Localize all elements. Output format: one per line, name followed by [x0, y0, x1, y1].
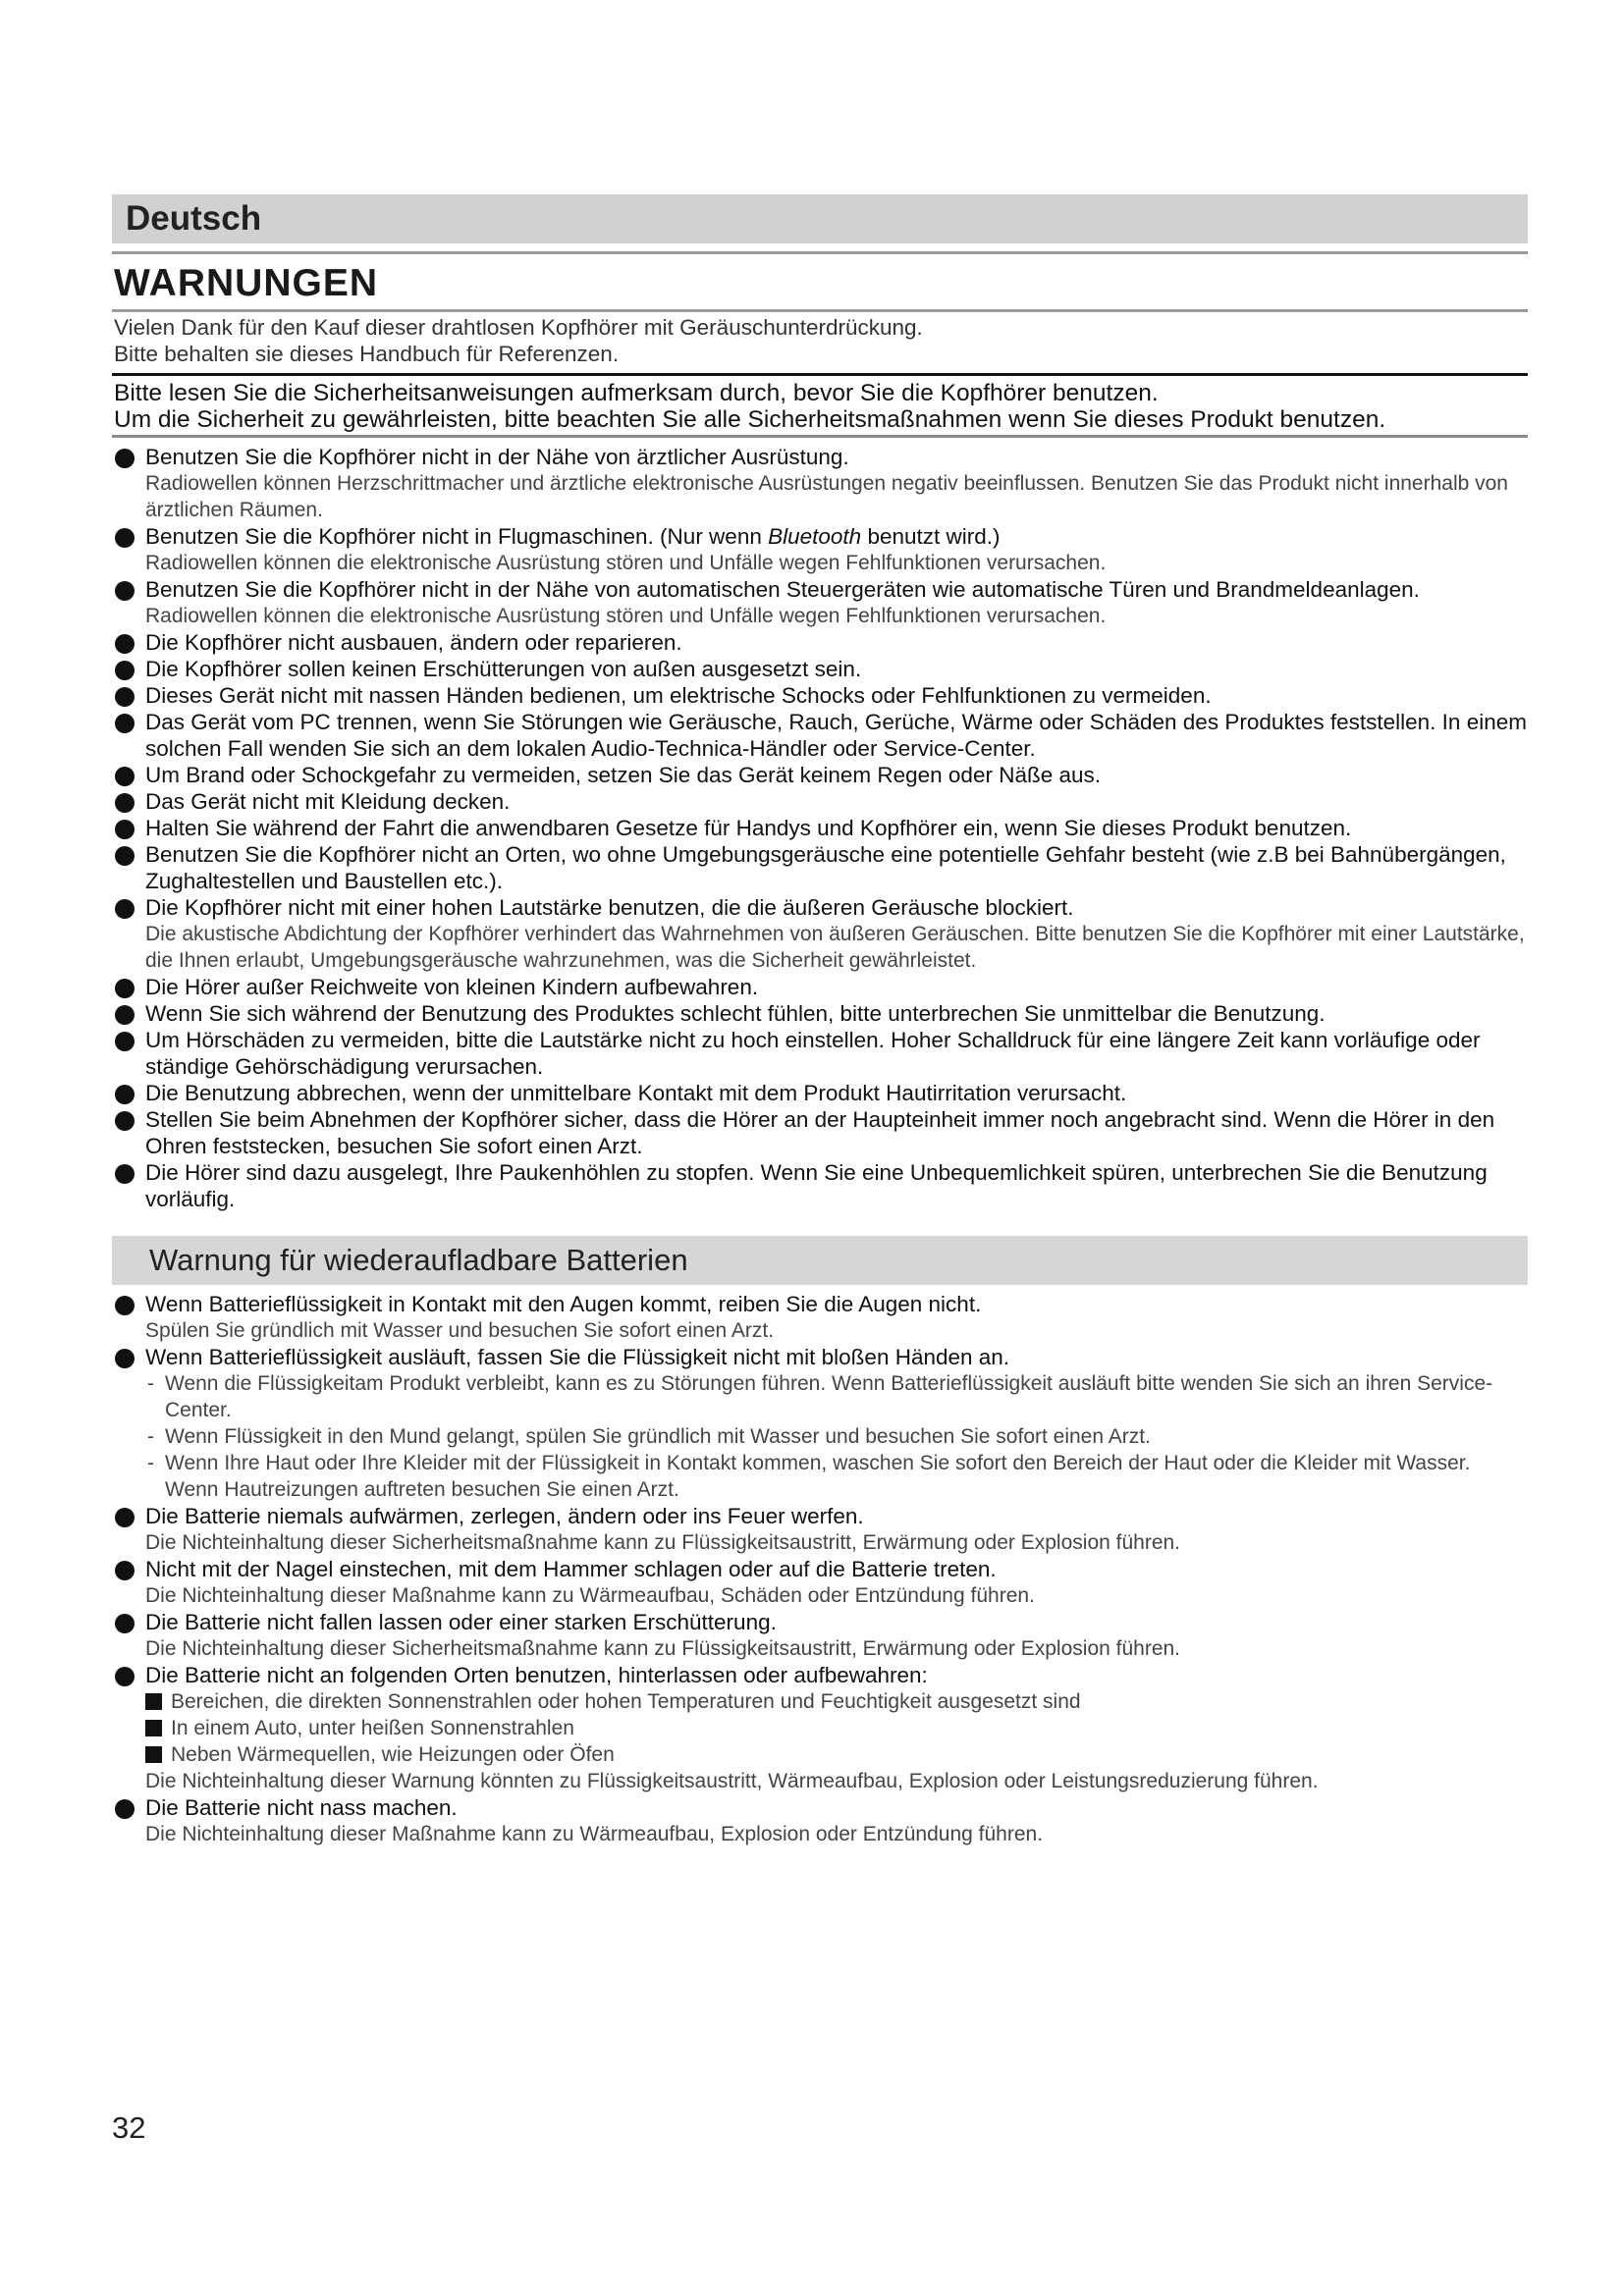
bullet-icon: [115, 1032, 135, 1051]
dash-item: [145, 1370, 1528, 1423]
list-item: [112, 576, 1528, 629]
item-detail: Die Nichteinhaltung dieser Maßnahme kann zu Wärmeaufbau, Explosion oder Entzündung führen.: [145, 1823, 1044, 1845]
list-item: [112, 841, 1528, 894]
square-item: [145, 1688, 1528, 1715]
item-detail: Neben Wärmequellen, wie Heizungen oder Öfen: [171, 1743, 615, 1766]
bullet-icon: [115, 1667, 135, 1686]
list-item: [112, 1344, 1528, 1503]
item-heading: Die Kopfhörer nicht ausbauen, ändern oder reparieren.: [145, 630, 682, 655]
item-heading: Das Gerät nicht mit Kleidung decken.: [145, 789, 511, 814]
divider: [112, 251, 1528, 254]
list-item: [112, 656, 1528, 682]
bullet-icon: [115, 1349, 135, 1368]
item-detail: Wenn Hautreizungen auftreten besuchen Sie einen Arzt.: [165, 1478, 679, 1501]
item-heading: Die Batterie nicht nass machen.: [145, 1795, 458, 1820]
list-item: [112, 1609, 1528, 1662]
bullet-icon: [115, 767, 135, 786]
item-heading: Um Hörschäden zu vermeiden, bitte die Lautstärke nicht zu hoch einstellen. Hoher Schalldruck für eine längere Zeit kann vorläufige oder ständige Gehörschädigung verursachen.: [145, 1028, 1481, 1079]
safety-notice: [112, 380, 1528, 433]
divider: [112, 373, 1528, 376]
dash-icon: -: [147, 1452, 154, 1474]
item-detail: Die Nichteinhaltung dieser Sicherheitsmaßnahme kann zu Flüssigkeitsaustritt, Erwärmung oder Explosion führen.: [145, 1531, 1181, 1554]
bullet-icon: [115, 581, 135, 601]
bullet-icon: [115, 899, 135, 919]
item-heading: Wenn Batterieflüssigkeit ausläuft, fassen Sie die Flüssigkeit nicht mit bloßen Händen an.: [145, 1345, 1010, 1369]
item-heading: Benutzen Sie die Kopfhörer nicht in Flugmaschinen. (Nur wenn Bluetooth benutzt wird.): [145, 524, 1001, 549]
item-heading: Wenn Batterieflüssigkeit in Kontakt mit den Augen kommt, reiben Sie die Augen nicht.: [145, 1292, 982, 1316]
list-item: [112, 629, 1528, 656]
item-detail: Die Nichteinhaltung dieser Sicherheitsmaßnahme kann zu Flüssigkeitsaustritt, Erwärmung oder Explosion führen.: [145, 1637, 1181, 1660]
battery-section-title: Warnung für wiederaufladbare Batterien: [149, 1243, 688, 1277]
item-detail: Bereichen, die direkten Sonnenstrahlen oder hohen Temperaturen und Feuchtigkeit ausgesetzt sind: [171, 1690, 1081, 1713]
list-item: [112, 1027, 1528, 1080]
square-bullet-icon: [145, 1720, 162, 1736]
item-heading: Benutzen Sie die Kopfhörer nicht an Orten, wo ohne Umgebungsgeräusche eine potentielle Gehfahr besteht (wie z.B bei Bahnübergängen, Zughaltestellen und Baustellen etc.).: [145, 842, 1506, 893]
item-heading: Halten Sie während der Fahrt die anwendbaren Gesetze für Handys und Kopfhörer ein, wenn Sie dieses Produkt benutzen.: [145, 816, 1352, 840]
manual-page: [112, 194, 1528, 1847]
item-detail: Die akustische Abdichtung der Kopfhörer verhindert das Wahrnehmen von äußeren Geräuschen. Bitte benutzen Sie die Kopfhörer mit einer Lautstärke, die Ihnen erlaubt, Umgebungsgeräusche wahrzunehmen, was die Sicherheit gewährleistet.: [145, 923, 1525, 972]
item-heading: Die Benutzung abbrechen, wenn der unmittelbare Kontakt mit dem Produkt Hautirritation verursacht.: [145, 1081, 1127, 1105]
list-item: [112, 444, 1528, 523]
language-header: [112, 194, 1528, 243]
item-heading: Die Hörer außer Reichweite von kleinen Kindern aufbewahren.: [145, 975, 759, 999]
list-item: [112, 1000, 1528, 1027]
intro-line: Vielen Dank für den Kauf dieser drahtlosen Kopfhörer mit Geräuschunterdrückung.: [114, 315, 923, 340]
intro-text: [112, 314, 1528, 367]
item-detail: Die Nichteinhaltung dieser Maßnahme kann zu Wärmeaufbau, Schäden oder Entzündung führen.: [145, 1584, 1035, 1607]
divider: [112, 435, 1528, 438]
item-heading: Benutzen Sie die Kopfhörer nicht in der Nähe von ärztlicher Ausrüstung.: [145, 445, 849, 469]
bullet-icon: [115, 1508, 135, 1527]
item-detail: In einem Auto, unter heißen Sonnenstrahlen: [171, 1717, 574, 1739]
bullet-icon: [115, 1164, 135, 1184]
bullet-icon: [115, 1085, 135, 1104]
list-item: [112, 974, 1528, 1000]
battery-warnings-list: [112, 1291, 1528, 1847]
item-detail: Wenn Ihre Haut oder Ihre Kleider mit der Flüssigkeit in Kontakt kommen, waschen Sie sofort den Bereich der Haut oder die Kleider mit Wasser.: [165, 1452, 1471, 1474]
safety-line: Um die Sicherheit zu gewährleisten, bitte beachten Sie alle Sicherheitsmaßnahmen wenn Sie dieses Produkt benutzen.: [114, 406, 1386, 433]
bullet-icon: [115, 661, 135, 680]
square-item: [145, 1741, 1528, 1768]
bullet-icon: [115, 449, 135, 468]
list-item: [112, 1662, 1528, 1794]
page-number: 32: [112, 2110, 146, 2145]
item-heading: Um Brand oder Schockgefahr zu vermeiden, setzen Sie das Gerät keinem Regen oder Näße aus.: [145, 763, 1102, 787]
battery-section-header: [112, 1236, 1528, 1285]
list-item: [112, 815, 1528, 841]
list-item: [112, 894, 1528, 974]
dash-icon: -: [147, 1372, 154, 1395]
bullet-icon: [115, 1005, 135, 1025]
item-heading: Wenn Sie sich während der Benutzung des Produktes schlecht fühlen, bitte unterbrechen Sie unmittelbar die Benutzung.: [145, 1001, 1326, 1026]
item-heading: Die Batterie niemals aufwärmen, zerlegen, ändern oder ins Feuer werfen.: [145, 1504, 864, 1528]
bullet-icon: [115, 1614, 135, 1633]
bullet-icon: [115, 820, 135, 839]
list-item: [112, 1291, 1528, 1344]
page-title: WARNUNGEN: [114, 262, 378, 304]
item-detail: Wenn Flüssigkeit in den Mund gelangt, spülen Sie gründlich mit Wasser und besuchen Sie sofort einen Arzt.: [165, 1425, 1151, 1448]
bullet-icon: [115, 793, 135, 813]
item-detail: Radiowellen können die elektronische Ausrüstung stören und Unfälle wegen Fehlfunktionen verursachen.: [145, 605, 1107, 627]
divider: [112, 309, 1528, 312]
list-item: [112, 1080, 1528, 1106]
item-detail: Die Nichteinhaltung dieser Warnung könnten zu Flüssigkeitsaustritt, Wärmeaufbau, Explosion oder Leistungsreduzierung führen.: [145, 1770, 1319, 1792]
item-heading: Die Batterie nicht an folgenden Orten benutzen, hinterlassen oder aufbewahren:: [145, 1663, 928, 1687]
square-item: [145, 1715, 1528, 1741]
intro-line: Bitte behalten sie dieses Handbuch für Referenzen.: [114, 342, 620, 366]
warnings-list: [112, 444, 1528, 1212]
bullet-icon: [115, 846, 135, 866]
item-detail: Spülen Sie gründlich mit Wasser und besuchen Sie sofort einen Arzt.: [145, 1319, 775, 1342]
item-heading: Die Batterie nicht fallen lassen oder einer starken Erschütterung.: [145, 1610, 777, 1634]
item-detail: Wenn die Flüssigkeitam Produkt verbleibt, kann es zu Störungen führen. Wenn Batterieflüssigkeit ausläuft bitte wenden Sie sich an ihren Service-Center.: [165, 1372, 1493, 1421]
item-heading: Das Gerät vom PC trennen, wenn Sie Störungen wie Geräusche, Rauch, Gerüche, Wärme oder Schäden des Produktes feststellen. In einem solchen Fall wenden Sie sich an dem lokalen Audio-Technica-Händler oder Service-Center.: [145, 710, 1527, 761]
item-heading: Benutzen Sie die Kopfhörer nicht in der Nähe von automatischen Steuergeräten wie automatische Türen und Brandmeldeanlagen.: [145, 577, 1420, 602]
bullet-icon: [115, 1561, 135, 1580]
bullet-icon: [115, 714, 135, 733]
list-item: [112, 1794, 1528, 1847]
item-heading: Die Hörer sind dazu ausgelegt, Ihre Paukenhöhlen zu stopfen. Wenn Sie eine Unbequemlichkeit spüren, unterbrechen Sie die Benutzung vorläufig.: [145, 1160, 1488, 1211]
item-heading: Dieses Gerät nicht mit nassen Händen bedienen, um elektrische Schocks oder Fehlfunktionen zu vermeiden.: [145, 683, 1212, 708]
dash-item: [145, 1423, 1528, 1450]
list-item: [112, 1503, 1528, 1556]
list-item: [112, 762, 1528, 788]
dash-item: [145, 1450, 1528, 1476]
list-item: [112, 709, 1528, 762]
item-heading: Nicht mit der Nagel einstechen, mit dem Hammer schlagen oder auf die Batterie treten.: [145, 1557, 997, 1581]
square-bullet-icon: [145, 1693, 162, 1710]
bullet-icon: [115, 1799, 135, 1819]
list-item: [112, 682, 1528, 709]
bullet-icon: [115, 1111, 135, 1131]
bullet-icon: [115, 634, 135, 654]
bullet-icon: [115, 687, 135, 707]
bullet-icon: [115, 1296, 135, 1315]
item-detail: Radiowellen können die elektronische Ausrüstung stören und Unfälle wegen Fehlfunktionen verursachen.: [145, 552, 1107, 574]
item-heading: Stellen Sie beim Abnehmen der Kopfhörer sicher, dass die Hörer an der Haupteinheit immer noch angebracht sind. Wenn die Hörer in den Ohren feststecken, besuchen Sie sofort einen Arzt.: [145, 1107, 1495, 1158]
square-bullet-icon: [145, 1746, 162, 1763]
list-item: [112, 1159, 1528, 1212]
dash-icon: -: [147, 1425, 154, 1448]
list-item: [112, 1106, 1528, 1159]
list-item: [112, 788, 1528, 815]
language-label: Deutsch: [126, 199, 262, 238]
list-item: [112, 523, 1528, 576]
item-heading: Die Kopfhörer sollen keinen Erschütterungen von außen ausgesetzt sein.: [145, 657, 862, 681]
item-detail: Radiowellen können Herzschrittmacher und ärztliche elektronische Ausrüstungen negativ beeinflussen. Benutzen Sie das Produkt nicht innerhalb von ärztlichen Räumen.: [145, 472, 1508, 521]
item-heading: Die Kopfhörer nicht mit einer hohen Lautstärke benutzen, die die äußeren Geräusche blockiert.: [145, 895, 1074, 920]
bullet-icon: [115, 979, 135, 998]
safety-line: Bitte lesen Sie die Sicherheitsanweisungen aufmerksam durch, bevor Sie die Kopfhörer benutzen.: [114, 380, 1159, 406]
bullet-icon: [115, 528, 135, 548]
list-item: [112, 1556, 1528, 1609]
